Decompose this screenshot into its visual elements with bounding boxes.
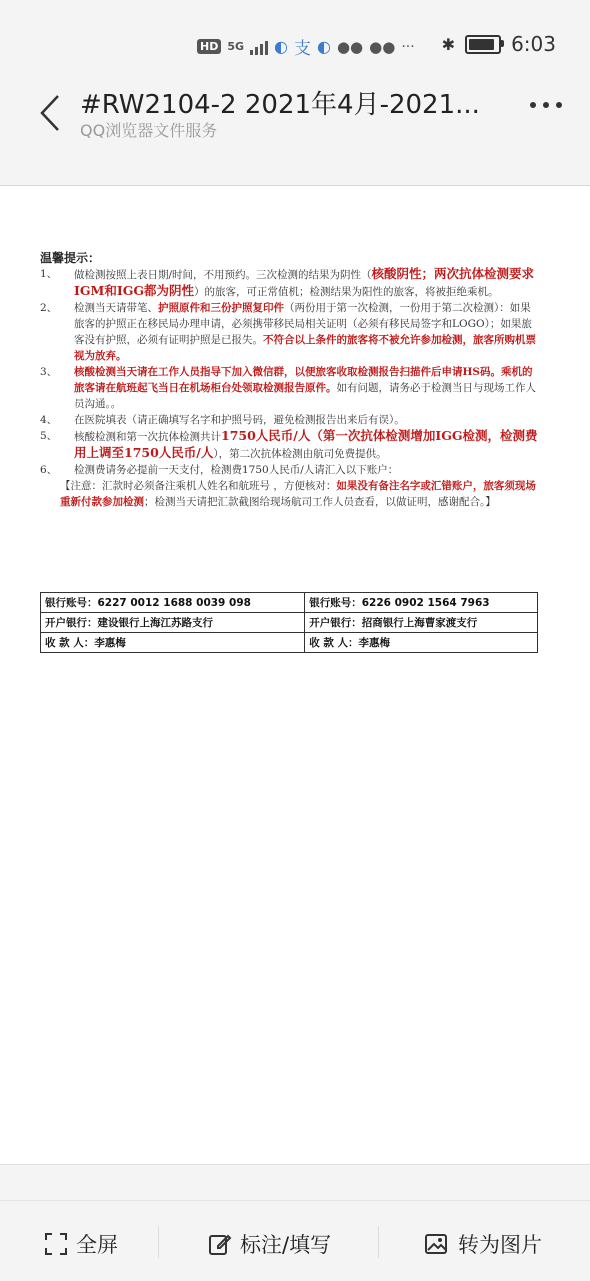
notice-item-text [74,364,540,412]
toolbar-divider [378,1226,379,1258]
more-dot-icon [556,102,562,108]
notice-text-span: 护照原件和三份护照复印件 [158,302,284,314]
battery-icon [465,35,501,54]
qq-browser-icon: ◐ [274,37,288,56]
wechat-icon: ●● [336,37,364,56]
back-button[interactable] [30,88,70,138]
page-subtitle: QQ浏览器文件服务 [80,121,218,140]
notice-text-span: 核酸阴性；两次抗体检测要求IGM和IGG都为阴性 [74,266,535,298]
notice-item-number: 4、 [40,414,58,426]
alipay-icon: 支 [294,39,311,59]
more-options-button[interactable] [530,102,562,108]
note-text-span: ；检测当天请把汇款截图给现场航司工作人员查看，以做证明，感谢配合。】 [144,496,496,508]
notice-item [40,300,540,364]
notice-text-span: 做检测按照上表日期/时间，不用预约。三次检测的结果为阴性（ [74,269,372,281]
battery-fill [469,39,494,50]
notice-item-text [74,412,540,428]
notice-text-span: 检测当天请带笔、 [74,302,158,314]
notice-item-text [74,428,540,462]
notice-item-text [74,266,540,300]
fullscreen-icon [44,1232,68,1256]
table-row [41,613,538,633]
notice-text-span: 检测费请务必提前一天支付，检测费1750人民币/人请汇入以下账户： [74,464,399,476]
bank-name-cell: 开户银行：建设银行上海江苏路支行 [41,613,305,633]
notice-text-span: ）的旅客，可正常值机；检测结果为阳性的旅客，将被拒绝乘机。 [194,286,499,298]
status-bar [0,0,590,80]
notice-item-number: 6、 [40,464,58,476]
account-no-cell: 银行账号：6227 0012 1688 0039 098 [41,593,305,613]
top-app-bar [0,80,590,150]
chevron-left-icon [38,93,62,133]
qq-browser-icon-2: ◐ [317,37,331,56]
table-row [41,633,538,653]
fullscreen-label: 全屏 [76,1233,118,1257]
fullscreen-button[interactable] [44,1229,118,1259]
hd-badge: HD [197,39,221,54]
bank-account-table [40,592,538,653]
notice-text-span: （两份用于第一次检测，一份用于第二次检测）：如果旅客的护照正在移民局办理申请，必须携带移民局相关证明（必须有移民局签字和LOGO）；如果旅客没有护照，必须有证明护照是已报失。 [74,302,532,346]
notice-section [40,250,540,510]
payee-cell: 收 款 人：李惠梅 [305,633,538,653]
image-icon [424,1232,450,1256]
table-row [41,593,538,613]
bank-name-cell: 开户银行：招商银行上海曹家渡支行 [305,613,538,633]
notice-text-span: 核酸检测当天请在工作人员指导下加入微信群，以便旅客收取检测报告扫描件后申请HS码。乘机的旅客请在航班起飞当日在机场柜台处领取检测报告原件。 [74,366,533,394]
notice-item-number: 3、 [40,366,58,378]
notice-item-number: 5、 [40,430,58,442]
status-left [197,34,415,59]
notice-items [40,266,540,478]
notice-item-number: 1、 [40,268,58,280]
document-page[interactable] [0,186,590,1165]
network-type: 5G [227,40,245,53]
payee-cell: 收 款 人：李惠梅 [41,633,305,653]
notice-text-span: ），第二次抗体检测由航司免费提供。 [213,448,387,460]
notice-item [40,462,540,478]
notice-text-span: 如有问题，请务必于检测当日与现场工作人员沟通。。 [74,382,536,410]
page-title: #RW2104-2 2021年4月-2021... [80,90,480,120]
bluetooth-icon: ✱ [441,34,456,54]
notice-text-span: 在医院填表（请正确填写名字和护照号码，避免检测报告出来后有误）。 [74,414,405,426]
toolbar-divider [158,1226,159,1258]
notice-item-number: 2、 [40,302,58,314]
status-right [442,32,556,56]
signal-icon [250,39,268,55]
wechat-icon-2: ●● [369,37,396,56]
account-no-cell: 银行账号：6226 0902 1564 7963 [305,593,538,613]
notice-title: 温馨提示： [40,251,101,265]
note-text-span: 【注意：汇款时必须备注乘机人姓名和航班号 ，方便核对： [60,480,337,492]
notice-item [40,364,540,412]
more-dot-icon [543,102,549,108]
notice-text-span: 1750人民币/人（第一次抗体检测增加IGG检测，检测费用上调至1750人民币/人 [74,428,538,460]
annotate-button[interactable] [208,1229,331,1259]
bottom-toolbar [0,1200,590,1281]
status-time: 6:03 [511,32,556,56]
notice-item [40,266,540,300]
more-dot-icon [530,102,536,108]
edit-icon [208,1232,232,1256]
convert-image-label: 转为图片 [458,1233,542,1257]
notice-item-text [74,462,540,478]
notice-text-span: 不符合以上条件的旅客将不被允许参加检测，旅客所购机票视为放弃。 [74,334,536,362]
annotate-label: 标注/填写 [240,1233,332,1257]
note-text-span: 如果没有备注名字或汇错账户，旅客须现场重新付款参加检测 [60,480,536,508]
convert-image-button[interactable] [424,1229,542,1259]
payment-note [40,478,540,510]
notice-text-span: 核酸检测和第一次抗体检测共计 [74,431,221,443]
notice-item [40,428,540,462]
notice-item [40,412,540,428]
notice-item-text [74,300,540,364]
more-notifications-icon: ··· [401,38,415,55]
